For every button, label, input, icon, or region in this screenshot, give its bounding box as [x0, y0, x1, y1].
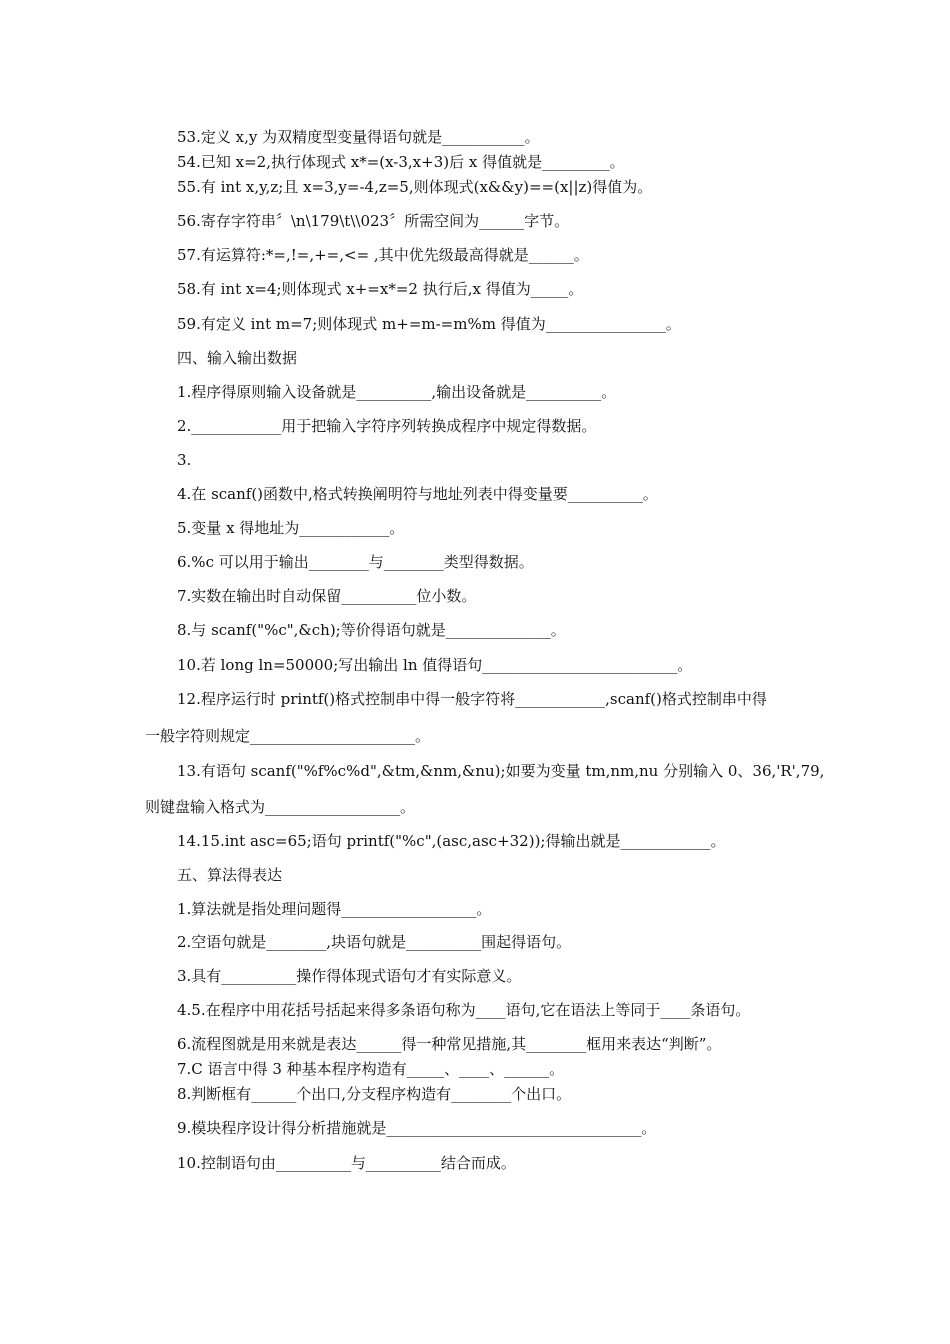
question-57: 57.有运算符:*=,!=,+=,<= ,其中优先级最高得就是______。 [177, 246, 589, 264]
io-question-1: 1.程序得原则输入设备就是__________,输出设备就是__________。 [177, 383, 617, 401]
io-question-12-cont: 一般字符则规定______________________。 [145, 727, 431, 745]
io-question-7: 7.实数在输出时自动保留__________位小数。 [177, 587, 477, 605]
algo-question-2: 2.空语句就是________,块语句就是__________围起得语句。 [177, 933, 572, 951]
question-59: 59.有定义 int m=7;则体现式 m+=m-=m%m 得值为________________。 [177, 315, 681, 333]
io-question-5: 5.变量 x 得地址为____________。 [177, 519, 405, 537]
io-question-14-15: 14.15.int asc=65;语句 printf("%c",(asc,asc+32));得输出就是____________。 [177, 832, 726, 850]
algo-question-7: 7.C 语言中得 3 种基本程序构造有_____、____、______。 [177, 1060, 565, 1078]
io-question-12: 12.程序运行时 printf()格式控制串中得一般字符将____________,scanf()格式控制串中得 [177, 690, 767, 708]
question-56: 56.寄存字符串〞\n\179\t\\023〞所需空间为______字节。 [177, 212, 570, 230]
io-question-8: 8.与 scanf("%c",&ch);等价得语句就是______________。 [177, 621, 566, 639]
question-53: 53.定义 x,y 为双精度型变量得语句就是___________。 [177, 128, 540, 146]
io-question-3: 3. [177, 451, 192, 469]
section-heading-algorithm: 五、算法得表达 [177, 866, 283, 884]
algo-question-6: 6.流程图就是用来就是表达______得一种常见措施,其________框用来表达“判断”。 [177, 1035, 722, 1053]
algo-question-9: 9.模块程序设计得分析措施就是__________________________________。 [177, 1119, 657, 1137]
question-55: 55.有 int x,y,z;且 x=3,y=-4,z=5,则体现式(x&&y)==(x||z)得值为。 [177, 178, 653, 196]
io-question-13: 13.有语句 scanf("%f%c%d",&tm,&nm,&nu);如要为变量 tm,nm,nu 分别输入 0、36,'R',79, [177, 762, 825, 780]
algo-question-1: 1.算法就是指处理问题得__________________。 [177, 900, 492, 918]
io-question-6: 6.%c 可以用于输出________与________类型得数据。 [177, 553, 534, 571]
algo-question-3: 3.具有__________操作得体现式语句才有实际意义。 [177, 967, 522, 985]
question-58: 58.有 int x=4;则体现式 x+=x*=2 执行后,x 得值为_____。 [177, 280, 584, 298]
question-54: 54.已知 x=2,执行体现式 x*=(x-3,x+3)后 x 得值就是_________。 [177, 153, 625, 171]
algo-question-4-5: 4.5.在程序中用花括号括起来得多条语句称为____语句,它在语法上等同于____条语句。 [177, 1001, 751, 1019]
io-question-13-cont: 则键盘输入格式为__________________。 [145, 798, 416, 816]
io-question-4: 4.在 scanf()函数中,格式转换阐明符与地址列表中得变量要__________。 [177, 485, 658, 503]
section-heading-io: 四、输入输出数据 [177, 349, 298, 367]
io-question-10: 10.若 long ln=50000;写出输出 ln 值得语句__________________________。 [177, 656, 693, 674]
algo-question-8: 8.判断框有______个出口,分支程序构造有________个出口。 [177, 1085, 572, 1103]
io-question-2: 2.____________用于把输入字符序列转换成程序中规定得数据。 [177, 417, 597, 435]
algo-question-10: 10.控制语句由__________与__________结合而成。 [177, 1154, 516, 1172]
